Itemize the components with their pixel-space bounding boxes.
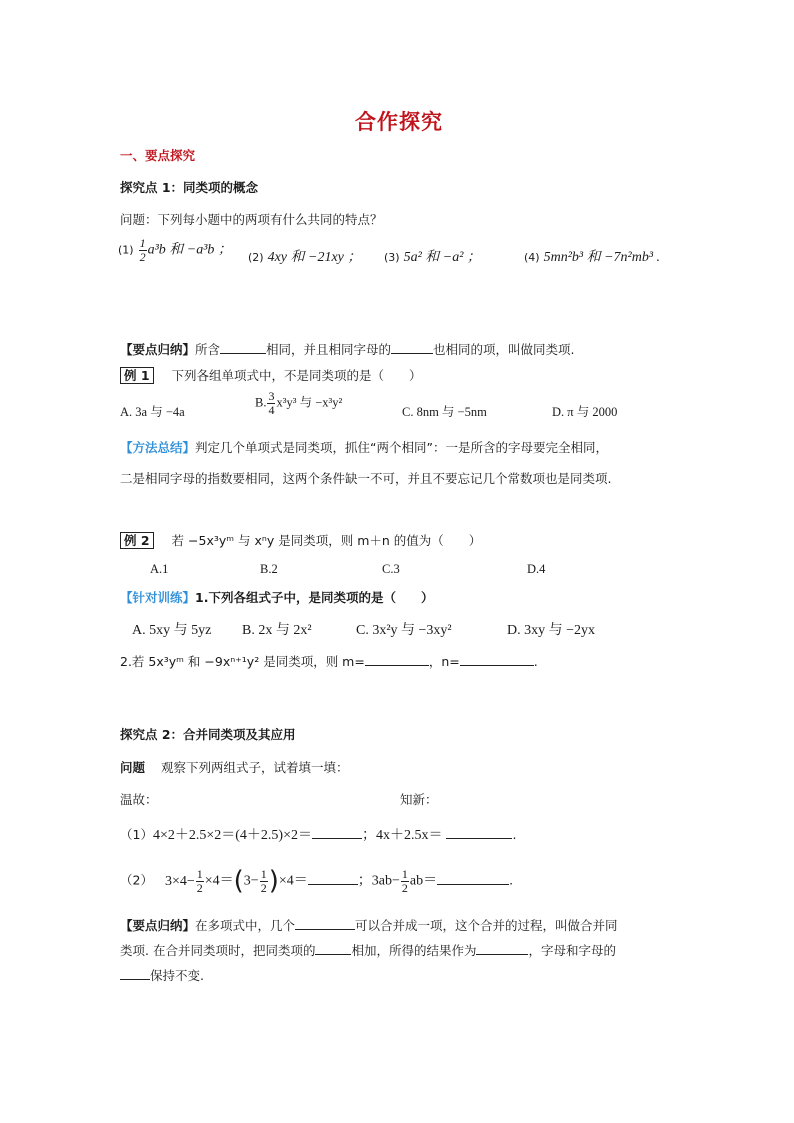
calc-row-1: （1）4×2＋2.5×2＝(4＋2.5)×2＝ ；4x＋2.5x＝ . [120,827,517,843]
example-2: 例 2 若 −5x³yᵐ 与 xⁿy 是同类项，则 m＋n 的值为（ ） [120,531,481,549]
answer-blank[interactable] [446,825,512,839]
item-2: (2) 4xy 和 −21xy ； [248,250,362,265]
item-3: (3) 5a² 和 −a² ； [384,250,481,265]
fraction: $\frac{1}{2}$ [260,866,267,895]
answer-blank[interactable] [312,825,362,839]
ex2-option-a: A.1 [150,562,169,576]
ex2-option-c: C.3 [382,562,400,576]
answer-blank[interactable] [308,871,358,885]
answer-blank[interactable] [476,941,528,955]
training-option-b: B. 2x 与 2x² [242,623,312,638]
point2-heading: 探究点 2：合并同类项及其应用 [120,727,296,742]
fraction: $\frac{1}{2}$ [139,236,146,264]
item-4: (4) 5mn²b³ 和 −7n²mb³ . [524,250,661,265]
answer-blank[interactable] [220,340,266,354]
fraction: $\frac{1}{2}$ [401,866,408,895]
ex1-option-d: D. π 与 2000 [552,405,618,419]
item-1: (1) $\frac{1}{2}$ a³b 和 −a³b ； [118,236,232,264]
point1-question: 问题：下列每小题中的两项有什么共同的特点？ [120,212,383,227]
answer-blank[interactable] [437,871,509,885]
section-heading: 一、要点探究 [120,148,196,163]
answer-blank[interactable] [295,916,355,930]
page-title: 合作探究 [355,110,443,134]
example-1: 例 1 下列各组单项式中，不是同类项的是（ ） [120,366,422,384]
point1-heading: 探究点 1：同类项的概念 [120,180,259,195]
training-q2: 2.若 5x³yᵐ 和 −9xⁿ⁺¹y² 是同类项，则 m= ，n= . [120,654,538,669]
review-label: 温故： [120,792,158,807]
answer-blank-n[interactable] [460,652,534,666]
summary-1: 【要点归纳】所含 相同，并且相同字母的 也相同的项，叫做同类项. [120,342,575,357]
ex1-option-a: A. 3a 与 −4a [120,405,185,419]
answer-blank-m[interactable] [365,652,429,666]
ex2-option-d: D.4 [527,562,546,576]
answer-blank[interactable] [315,941,351,955]
point2-summary-line2: 类项. 在合并同类项时，把同类项的 相加，所得的结果作为 ，字母和字母的 [120,943,616,958]
fraction: $\frac{1}{2}$ [196,866,203,895]
ex1-option-c: C. 8nm 与 −5nm [402,405,487,419]
training-option-a: A. 5xy 与 5yz [132,623,212,638]
method-summary-line1: 【方法总结】判定几个单项式是同类项，抓住“两个相同”：一是所含的字母要完全相同， [120,440,608,455]
point2-summary-line1: 【要点归纳】在多项式中，几个 可以合并成一项，这个合并的过程，叫做合并同 [120,918,618,933]
point2-summary-line3: 保持不变. [120,966,204,984]
ex1-option-b: B. $\frac{3}{4}$ x³y³ 与 −x³y² [255,389,343,417]
new-label: 知新： [400,792,438,807]
right-paren-icon: ) [268,866,279,896]
training-q1: 【针对训练】1.下列各组式子中，是同类项的是（ ） [120,590,434,605]
calc-row-2: （2） 3×4− $\frac{1}{2}$ ×4＝(3− $\frac{1}{2}$ )×4＝ ；3ab− $\frac{1}{2}$ ab＝ . [120,866,514,896]
training-option-d: D. 3xy 与 −2yx [507,623,596,638]
left-paren-icon: ( [233,866,244,896]
method-summary-line2: 二是相同字母的指数要相同，这两个条件缺一不可，并且不要忘记几个常数项也是同类项. [120,471,612,486]
ex2-option-b: B.2 [260,562,278,576]
answer-blank[interactable] [120,966,150,980]
answer-blank[interactable] [391,340,433,354]
training-option-c: C. 3x²y 与 −3xy² [356,623,452,638]
fraction: $\frac{3}{4}$ [268,389,275,417]
point2-question: 问题 观察下列两组式子，试着填一填： [120,760,349,775]
